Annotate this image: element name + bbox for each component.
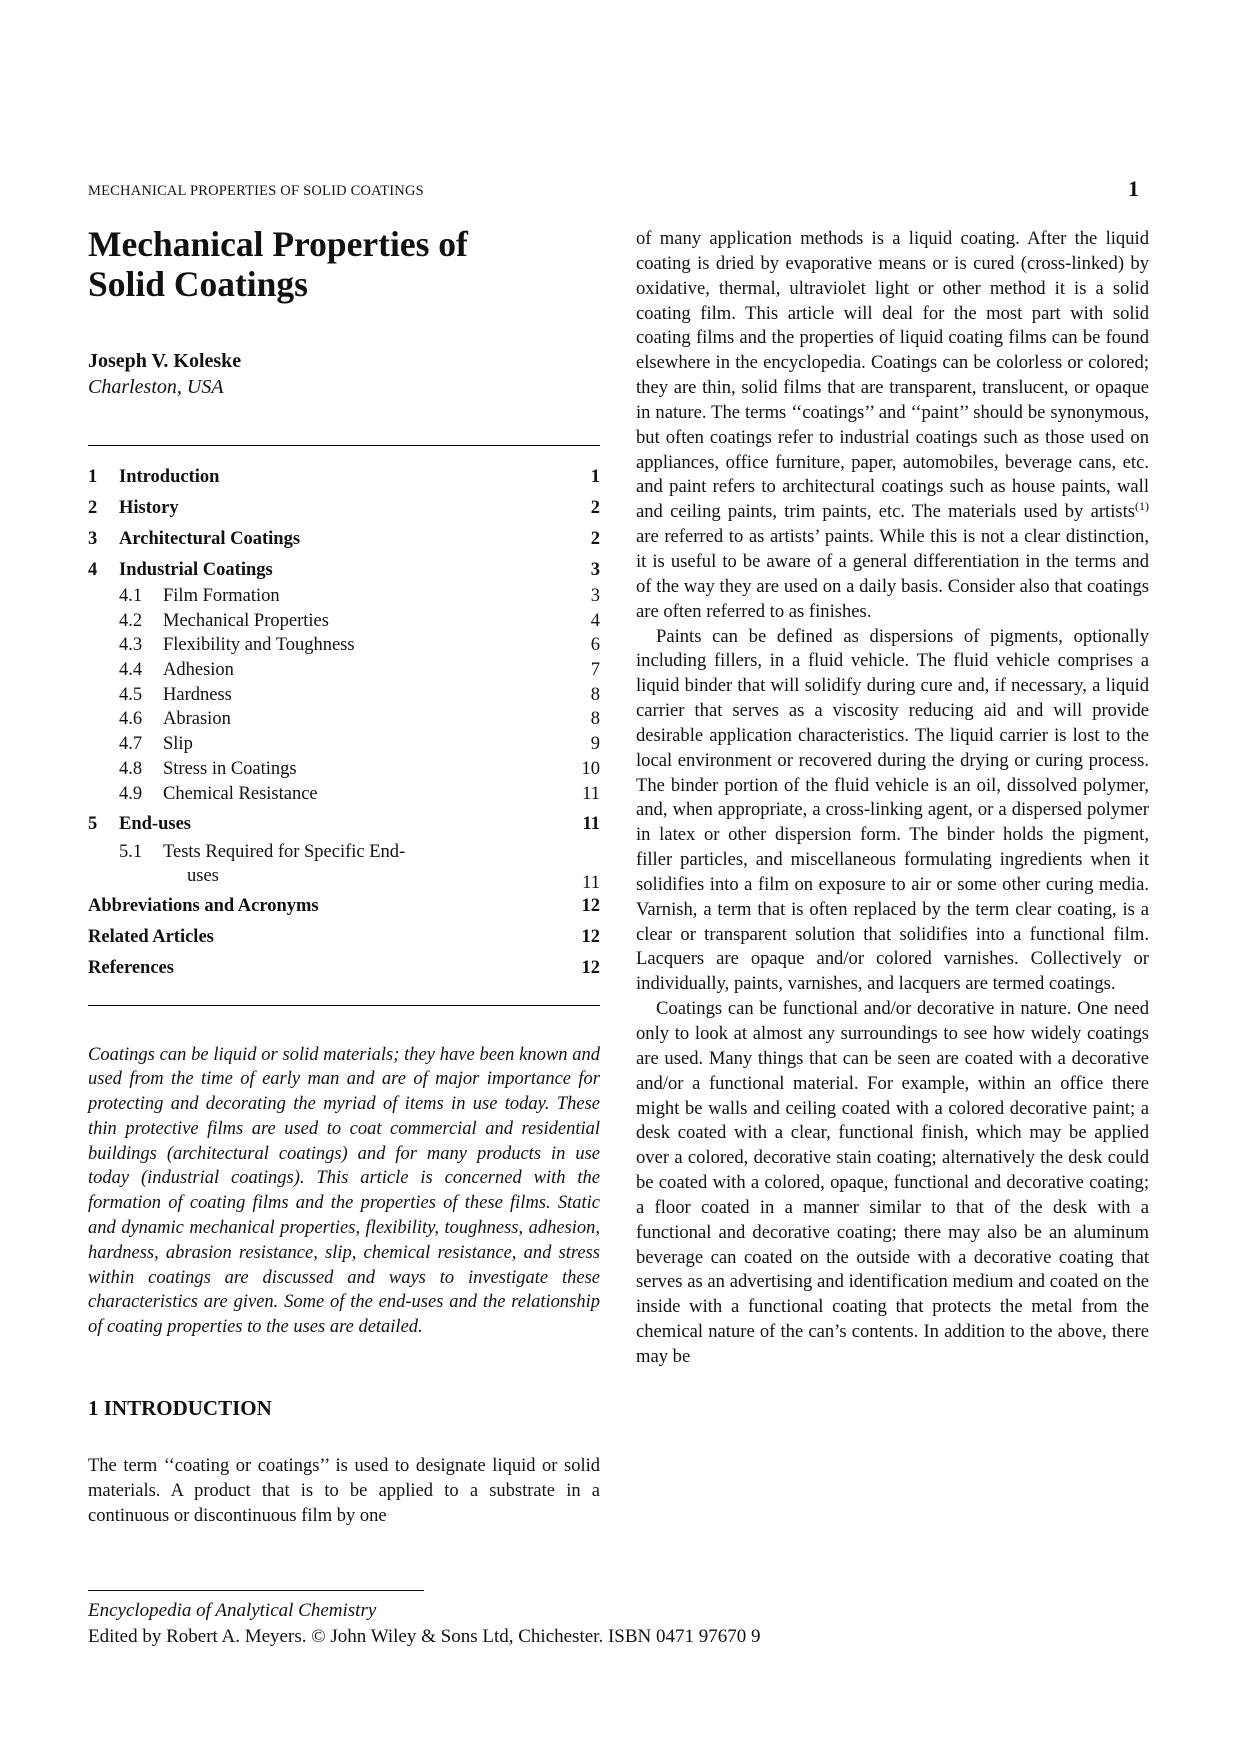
toc-page: 11 xyxy=(582,783,600,804)
toc-entry[interactable] xyxy=(88,709,600,734)
toc-label: Introduction xyxy=(119,467,220,487)
left-column xyxy=(88,224,600,1547)
toc-entry[interactable] xyxy=(88,498,600,529)
toc-page: 2 xyxy=(590,529,600,549)
toc-page: 7 xyxy=(590,660,600,681)
toc-entry[interactable] xyxy=(88,784,600,814)
toc-label: End-uses xyxy=(119,813,191,834)
footer-rule xyxy=(88,1590,424,1591)
page-number: 1 xyxy=(1128,176,1139,201)
toc-label: Architectural Coatings xyxy=(119,529,301,549)
toc-page: 9 xyxy=(590,734,600,755)
toc-page: 6 xyxy=(590,635,600,656)
toc-bottom-rule xyxy=(88,1005,600,1006)
footer-publisher: Edited by Robert A. Meyers. © John Wiley & Sons Ltd, Chichester. ISBN 0471 97670 9 xyxy=(88,1626,761,1647)
toc-number: 4.4 xyxy=(119,660,143,681)
toc-label: Film Formation xyxy=(163,586,280,606)
toc-page: 3 xyxy=(590,586,600,606)
toc-number: 4.7 xyxy=(119,734,143,755)
toc-label: Flexibility and Toughness xyxy=(163,635,355,656)
toc-label: Abrasion xyxy=(163,709,231,730)
toc-entry[interactable] xyxy=(88,635,600,660)
toc-page: 11 xyxy=(582,872,600,893)
toc-page: 11 xyxy=(582,813,600,834)
table-of-contents xyxy=(88,467,600,984)
toc-page: 1 xyxy=(590,467,600,487)
toc-entry[interactable] xyxy=(88,927,600,958)
author-name: Joseph V. Koleske xyxy=(88,350,242,372)
body-paragraph: Coatings can be functional and/or decorative in nature. One need only to look at almost any surroundings to see how widely coatings are used. Many things that can be seen are coated with a decorative and/or a functional material. For example, within an office there might be walls and ceiling coated with a colored decorative paint; a desk coated with a clear, functional finish, which may be applied over a colored, decorative stain coating; alternatively the desk could be coated with a colored, opaque, functional and decorative coating; a floor coated in a manner similar to that of the desk with a functional and decorative coating; there may also be an aluminum beverage can coated on the outside with a decorative coating that serves as an advertising and identification medium and coated on the inside with a functional coating that protects the metal from the chemical nature of the can’s contents. In addition to the above, there may be xyxy=(636,998,1149,1367)
toc-number: 3 xyxy=(88,529,98,549)
toc-entry[interactable] xyxy=(88,560,600,586)
toc-entry[interactable] xyxy=(88,814,600,840)
toc-number: 4 xyxy=(88,560,98,580)
toc-label: Slip xyxy=(163,734,193,755)
body-text: of many application methods is a liquid coating. After the liquid coating is dried by evaporative means or is cured (cross-linked) by oxidative, thermal, ultraviolet light or other method it is a solid coating film. This article will deal for the most part with solid coating films and the properties of liquid coating films can be found elsewhere in the encyclopedia. Coatings can be colorless or colored; they are thin, solid films that are transparent, translucent, or opaque in nature. The terms ‘‘coatings’’ and ‘‘paint’’ should be synonymous, but often coatings refer to industrial coatings such as those used on appliances, office furniture, paper, automobiles, beverage cans, etc. and paint refers to architectural coatings such as house paints, wall and ceiling paints, trim paints, etc. The materials used by artists xyxy=(636,228,1149,523)
body-text: are referred to as artists’ paints. While this is not a clear distinction, it is useful to be aware of a general differentiation in the terms and of the way they are used on a daily basis. Consider also that coatings are often referred to as finishes. xyxy=(636,526,1149,622)
toc-top-rule xyxy=(88,445,600,446)
toc-label: References xyxy=(88,957,174,978)
toc-number: 4.8 xyxy=(119,758,143,779)
toc-number: 4.6 xyxy=(119,709,143,730)
toc-label: Industrial Coatings xyxy=(119,560,273,580)
footer-book-title: Encyclopedia of Analytical Chemistry xyxy=(88,1600,377,1621)
toc-page: 10 xyxy=(581,758,600,779)
toc-entry[interactable] xyxy=(88,660,600,685)
title-line-1: Mechanical Properties of xyxy=(88,224,468,264)
toc-entry[interactable] xyxy=(88,611,600,636)
toc-entry[interactable] xyxy=(88,586,600,611)
body-paragraph: Paints can be defined as dispersions of pigments, optionally including fillers, in a fluid vehicle. The fluid vehicle comprises a liquid binder that will solidify during cure and, if necessary, a liquid carrier that serves as a viscosity reducing aid and will provide desirable application characteristics. The liquid carrier is lost to the local environment or recovered during the drying or curing process. The binder portion of the fluid vehicle is an oil, dissolved polymer, and, when appropriate, a cross-linking agent, or a dispersed polymer in latex or other dispersion form. The binder holds the pigment, filler particles, and miscellaneous formulating ingredients when it solidifies into a film on exposure to air or some other curing media. Varnish, a term that is often replaced by the term clear coating, is a clear or transparent solution that solidifies into a functional film. Lacquers are opaque and/or colored varnishes. Collectively or individually, paints, varnishes, and lacquers are termed coatings. xyxy=(636,625,1149,995)
toc-label: Hardness xyxy=(163,684,232,705)
toc-page: 12 xyxy=(581,926,600,947)
toc-label: Related Articles xyxy=(88,926,214,947)
toc-entry[interactable] xyxy=(88,734,600,759)
toc-label xyxy=(163,840,560,889)
toc-number: 2 xyxy=(88,498,98,518)
article-title xyxy=(88,224,600,304)
toc-label: Mechanical Properties xyxy=(163,610,329,631)
toc-page: 3 xyxy=(590,560,600,580)
citation-reference[interactable]: (1) xyxy=(1135,499,1149,514)
toc-page: 4 xyxy=(590,610,600,631)
author-affiliation: Charleston, USA xyxy=(88,376,224,398)
toc-entry[interactable] xyxy=(88,896,600,927)
toc-page: 12 xyxy=(581,895,600,916)
body-paragraph xyxy=(636,227,1149,625)
toc-number: 5.1 xyxy=(119,841,143,862)
toc-page: 8 xyxy=(590,684,600,705)
toc-page: 12 xyxy=(581,957,600,978)
toc-entry[interactable] xyxy=(88,529,600,560)
toc-page: 2 xyxy=(590,498,600,518)
right-column xyxy=(636,227,1149,1370)
toc-number: 4.5 xyxy=(119,684,143,705)
toc-page: 8 xyxy=(590,709,600,730)
introduction-text: The term ‘‘coating or coatings’’ is used to designate liquid or solid materials. A product that is to be applied to a substrate in a continuous or discontinuous film by one xyxy=(88,1456,600,1526)
toc-label: History xyxy=(119,498,179,518)
toc-label: Stress in Coatings xyxy=(163,758,297,779)
toc-number: 4.3 xyxy=(119,635,143,656)
toc-entry[interactable] xyxy=(88,759,600,784)
toc-label-line-1: Tests Required for Specific End- xyxy=(163,841,406,862)
section-heading-introduction: 1 INTRODUCTION xyxy=(88,1396,272,1421)
toc-number: 1 xyxy=(88,467,98,487)
toc-number: 5 xyxy=(88,813,98,834)
toc-label-line-2: uses xyxy=(187,866,219,887)
footer xyxy=(88,1598,760,1650)
toc-entry[interactable] xyxy=(88,685,600,710)
toc-entry[interactable] xyxy=(88,467,600,498)
running-head: MECHANICAL PROPERTIES OF SOLID COATINGS xyxy=(88,183,424,199)
title-line-2: Solid Coatings xyxy=(88,264,308,304)
toc-number: 4.9 xyxy=(119,783,143,804)
toc-label: Abbreviations and Acronyms xyxy=(88,895,319,916)
toc-label: Adhesion xyxy=(163,660,234,681)
toc-number: 4.2 xyxy=(119,610,143,631)
toc-label: Chemical Resistance xyxy=(163,783,318,804)
toc-number: 4.1 xyxy=(119,586,143,606)
toc-entry[interactable] xyxy=(88,840,600,896)
abstract: Coatings can be liquid or solid materials; they have been known and used from the time of early man and are of major importance for protecting and decorating the myriad of items in use today. These thin protective films are used to coat commercial and residential buildings (architectural coatings) and for many products in use today (industrial coatings). This article is concerned with the formation of coating films and the properties of these films. Static and dynamic mechanical properties, flexibility, toughness, adhesion, hardness, abrasion resistance, slip, chemical resistance, and stress within coatings are discussed and ways to investigate these characteristics are given. Some of the end-uses and the relationship of coating properties to the uses are detailed. xyxy=(88,1044,600,1338)
toc-entry[interactable] xyxy=(88,958,600,984)
